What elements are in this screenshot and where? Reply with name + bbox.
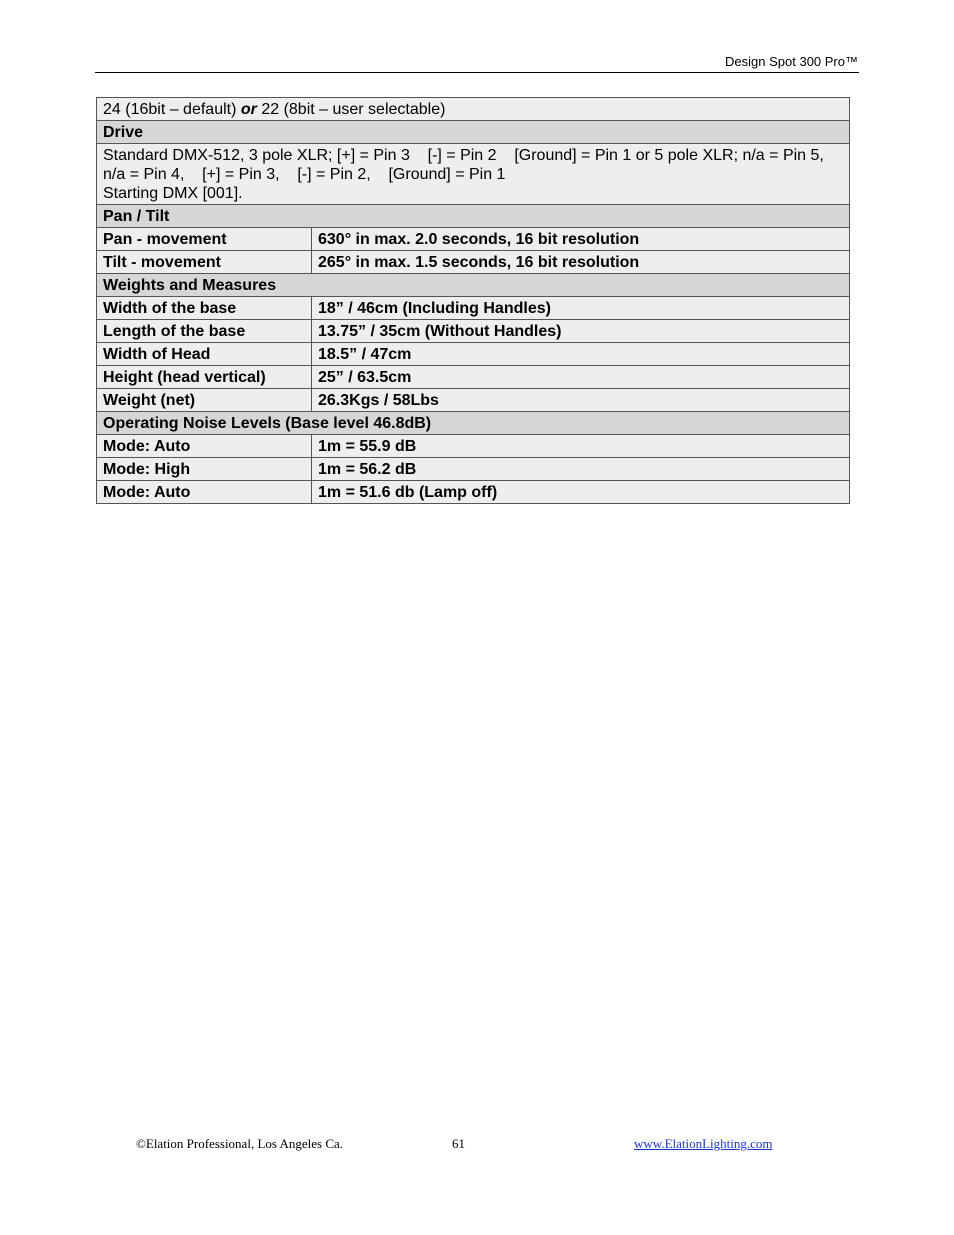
section-heading-weights: Weights and Measures xyxy=(97,274,850,297)
table-row xyxy=(97,481,850,504)
spec-value: 26.3Kgs / 58Lbs xyxy=(312,389,850,412)
table-row xyxy=(97,366,850,389)
channels-cell xyxy=(97,98,850,121)
spec-value: 630° in max. 2.0 seconds, 16 bit resolution xyxy=(312,228,850,251)
section-heading-drive: Drive xyxy=(97,121,850,144)
spec-label: Width of the base xyxy=(97,297,312,320)
spec-label: Mode: High xyxy=(97,458,312,481)
channels-text-2: 22 (8bit – user selectable) xyxy=(256,101,446,118)
section-heading-pan-tilt: Pan / Tilt xyxy=(97,205,850,228)
spec-value: 13.75” / 35cm (Without Handles) xyxy=(312,320,850,343)
footer-page-number: 61 xyxy=(452,1136,465,1151)
spec-value: 18.5” / 47cm xyxy=(312,343,850,366)
drive-starting-dmx: Starting DMX [001]. xyxy=(103,185,243,202)
spec-value: 18” / 46cm (Including Handles) xyxy=(312,297,850,320)
table-row xyxy=(97,228,850,251)
spec-label: Mode: Auto xyxy=(97,481,312,504)
spec-label: Weight (net) xyxy=(97,389,312,412)
header-rule xyxy=(95,72,859,73)
spec-value: 25” / 63.5cm xyxy=(312,366,850,389)
drive-detail-cell xyxy=(97,144,850,205)
spec-label: Tilt - movement xyxy=(97,251,312,274)
section-heading-noise: Operating Noise Levels (Base level 46.8dB) xyxy=(97,412,850,435)
channels-row xyxy=(97,98,850,121)
spec-label: Width of Head xyxy=(97,343,312,366)
channels-text-1: 24 (16bit – default) xyxy=(103,101,241,118)
channels-emphasis: or xyxy=(240,101,257,118)
section-row-noise xyxy=(97,412,850,435)
table-row xyxy=(97,251,850,274)
spec-value: 1m = 55.9 dB xyxy=(312,435,850,458)
section-row-pan-tilt xyxy=(97,205,850,228)
spec-value: 265° in max. 1.5 seconds, 16 bit resolution xyxy=(312,251,850,274)
spec-label: Height (head vertical) xyxy=(97,366,312,389)
table-row xyxy=(97,343,850,366)
section-row-drive xyxy=(97,121,850,144)
footer-website-link[interactable]: www.ElationLighting.com xyxy=(634,1136,773,1151)
header-title: Design Spot 300 Pro™ xyxy=(725,54,858,69)
table-row xyxy=(97,320,850,343)
table-row xyxy=(97,297,850,320)
spec-value: 1m = 56.2 dB xyxy=(312,458,850,481)
specifications-table xyxy=(96,97,850,504)
table-row xyxy=(97,435,850,458)
drive-connector-text: Standard DMX-512, 3 pole XLR; [+] = Pin 3 [-] = Pin 2 [Ground] = Pin 1 or 5 pole XLR; n/a = Pin 5, n/a = Pin 4, [+] = Pin 3, [-] = Pin 2, [Ground] = Pin 1 xyxy=(103,147,829,183)
footer-copyright: ©Elation Professional, Los Angeles Ca. xyxy=(136,1136,344,1151)
section-row-weights xyxy=(97,274,850,297)
spec-label: Pan - movement xyxy=(97,228,312,251)
table-row xyxy=(97,389,850,412)
spec-label: Length of the base xyxy=(97,320,312,343)
spec-value: 1m = 51.6 db (Lamp off) xyxy=(312,481,850,504)
table-row xyxy=(97,458,850,481)
drive-detail-row xyxy=(97,144,850,205)
spec-label: Mode: Auto xyxy=(97,435,312,458)
